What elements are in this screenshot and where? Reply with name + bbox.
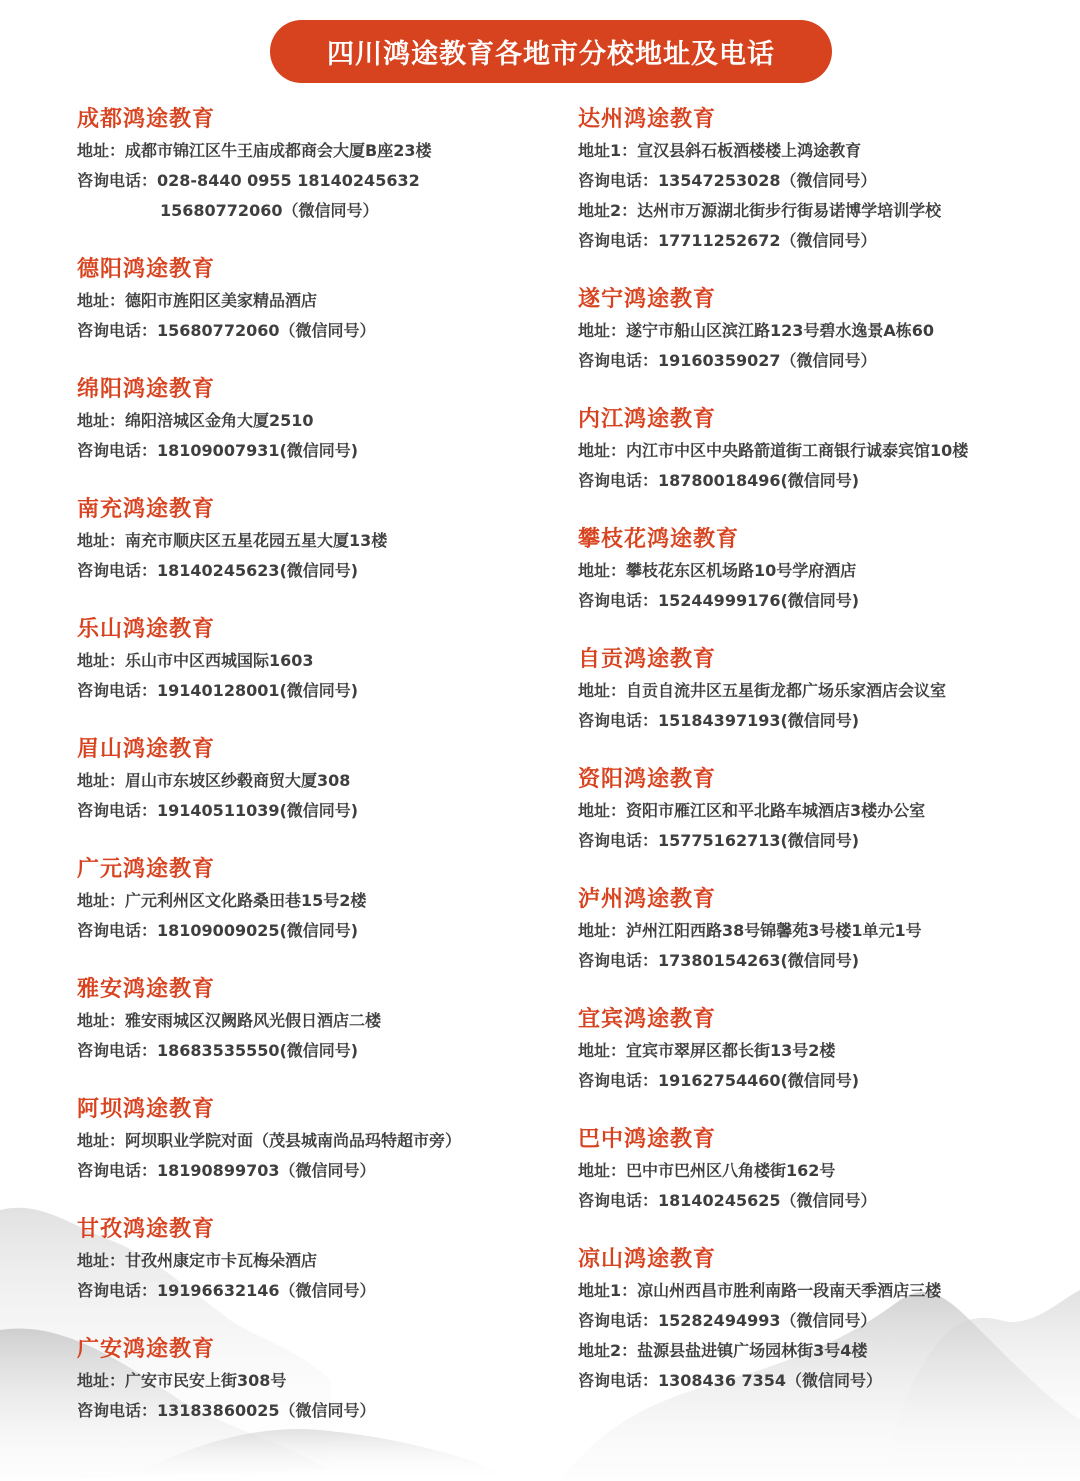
info-label: 咨询电话： xyxy=(578,1311,659,1330)
info-value: 18780018496(微信同号) xyxy=(658,471,860,490)
branch-card xyxy=(77,104,547,254)
info-label: 地址： xyxy=(77,291,126,310)
branch-name: 遂宁鸿途教育 xyxy=(578,287,717,312)
info-value: 广安市民安上街308号 xyxy=(125,1371,287,1390)
branch-info-line xyxy=(77,1126,547,1156)
branch-card xyxy=(578,1004,1068,1124)
info-label: 咨询电话： xyxy=(77,561,158,580)
branch-name: 绵阳鸿途教育 xyxy=(77,377,216,402)
info-value: 宣汉县斜石板酒楼楼上鸿途教育 xyxy=(637,141,862,160)
info-label: 咨询电话： xyxy=(77,171,158,190)
branch-info-line xyxy=(578,436,1068,466)
branch-card xyxy=(77,854,547,974)
branch-info-line xyxy=(578,346,1068,376)
branch-info-line xyxy=(77,436,547,466)
branch-info-line xyxy=(77,916,547,946)
branch-card xyxy=(77,614,547,734)
info-label: 地址： xyxy=(77,531,126,550)
branch-name: 广安鸿途教育 xyxy=(77,1337,216,1362)
info-value: 19162754460(微信同号) xyxy=(658,1071,860,1090)
info-label: 地址： xyxy=(77,1371,126,1390)
branch-name: 广元鸿途教育 xyxy=(77,857,216,882)
branch-info-line xyxy=(578,796,1068,826)
info-value: 广元利州区文化路桑田巷15号2楼 xyxy=(125,891,367,910)
branch-info-line xyxy=(578,676,1068,706)
info-label: 咨询电话： xyxy=(578,591,659,610)
branch-info-line xyxy=(77,1246,547,1276)
branch-card xyxy=(77,974,547,1094)
branch-info-line xyxy=(77,166,547,196)
info-label: 咨询电话： xyxy=(77,1281,158,1300)
page-title: 四川鸿途教育各地市分校地址及电话 xyxy=(270,20,832,83)
branch-info-line xyxy=(578,826,1068,856)
info-value: 028-8440 0955 18140245632 xyxy=(157,171,420,190)
info-value: 17380154263(微信同号) xyxy=(658,951,860,970)
branch-name: 南充鸿途教育 xyxy=(77,497,216,522)
branch-info-line xyxy=(77,676,547,706)
branch-name: 巴中鸿途教育 xyxy=(578,1127,717,1152)
branch-info-line xyxy=(578,466,1068,496)
info-value: 内江市中区中央路箭道街工商银行诚泰宾馆10楼 xyxy=(626,441,969,460)
branch-info-line xyxy=(578,316,1068,346)
info-label: 地址： xyxy=(77,1251,126,1270)
info-value: 17711252672（微信同号） xyxy=(658,231,877,250)
branch-card xyxy=(578,1244,1068,1424)
info-value: 绵阳涪城区金角大厦2510 xyxy=(125,411,314,430)
branch-card xyxy=(578,524,1068,644)
branch-name: 德阳鸿途教育 xyxy=(77,257,216,282)
branch-name: 宜宾鸿途教育 xyxy=(578,1007,717,1032)
info-value: 15282494993（微信同号） xyxy=(658,1311,877,1330)
info-label: 咨询电话： xyxy=(77,321,158,340)
info-value: 1308436 7354（微信同号） xyxy=(658,1371,883,1390)
branch-info-line xyxy=(578,1336,1068,1366)
branch-name: 阿坝鸿途教育 xyxy=(77,1097,216,1122)
info-label: 地址： xyxy=(578,441,627,460)
branch-info-line xyxy=(77,136,547,166)
info-value: 雅安雨城区汉阙路风光假日酒店二楼 xyxy=(125,1011,382,1030)
branch-name: 眉山鸿途教育 xyxy=(77,737,216,762)
branch-info-line xyxy=(77,1156,547,1186)
info-label: 地址： xyxy=(578,1161,627,1180)
branch-card xyxy=(77,734,547,854)
branch-card xyxy=(578,1124,1068,1244)
branch-info-line xyxy=(578,946,1068,976)
branch-info-line xyxy=(578,1306,1068,1336)
info-label: 地址2： xyxy=(578,1341,638,1360)
info-label: 咨询电话： xyxy=(578,831,659,850)
info-label: 咨询电话： xyxy=(578,1071,659,1090)
branch-name: 凉山鸿途教育 xyxy=(578,1247,717,1272)
info-label: 咨询电话： xyxy=(77,921,158,940)
info-value: 资阳市雁江区和平北路车城酒店3楼办公室 xyxy=(626,801,926,820)
branch-info-line xyxy=(578,556,1068,586)
info-label: 咨询电话： xyxy=(578,951,659,970)
info-label: 地址： xyxy=(578,1041,627,1060)
info-value: 自贡自流井区五星街龙都广场乐家酒店会议室 xyxy=(626,681,947,700)
info-value: 18109009025(微信同号) xyxy=(157,921,359,940)
branch-card xyxy=(578,404,1068,524)
branch-card xyxy=(77,254,547,374)
info-label: 地址： xyxy=(578,801,627,820)
branch-info-line xyxy=(578,166,1068,196)
branch-name: 自贡鸿途教育 xyxy=(578,647,717,672)
info-value: 19160359027（微信同号） xyxy=(658,351,877,370)
info-value: 15244999176(微信同号) xyxy=(658,591,860,610)
branch-name: 泸州鸿途教育 xyxy=(578,887,717,912)
info-label: 地址： xyxy=(77,1011,126,1030)
info-value: 18683535550(微信同号) xyxy=(157,1041,359,1060)
info-value: 15680772060（微信同号） xyxy=(160,201,379,220)
branch-info-line xyxy=(578,1366,1068,1396)
branch-name: 乐山鸿途教育 xyxy=(77,617,216,642)
branch-info-line xyxy=(578,1066,1068,1096)
info-value: 13183860025（微信同号） xyxy=(157,1401,376,1420)
branch-info-line xyxy=(77,646,547,676)
info-label: 地址： xyxy=(578,321,627,340)
branch-card xyxy=(77,1214,547,1334)
branch-name: 内江鸿途教育 xyxy=(578,407,717,432)
info-value: 19140128001(微信同号) xyxy=(157,681,359,700)
info-label: 地址： xyxy=(578,561,627,580)
info-label: 咨询电话： xyxy=(578,1371,659,1390)
branch-card xyxy=(578,884,1068,1004)
info-value: 泸州江阳西路38号锦馨苑3号楼1单元1号 xyxy=(626,921,922,940)
branch-name: 甘孜鸿途教育 xyxy=(77,1217,216,1242)
info-value: 德阳市旌阳区美家精品酒店 xyxy=(125,291,318,310)
info-label: 地址1： xyxy=(578,1281,638,1300)
branch-card xyxy=(578,764,1068,884)
info-value: 15680772060（微信同号） xyxy=(157,321,376,340)
info-value: 盐源县盐进镇广场园林街3号4楼 xyxy=(637,1341,868,1360)
info-label: 地址2： xyxy=(578,201,638,220)
branch-info-line xyxy=(77,316,547,346)
branch-info-line xyxy=(578,916,1068,946)
branch-info-line xyxy=(77,886,547,916)
branch-card xyxy=(578,104,1068,284)
info-label: 地址： xyxy=(77,651,126,670)
branch-info-line xyxy=(77,1366,547,1396)
branch-info-line xyxy=(77,1006,547,1036)
right-branch-column xyxy=(578,104,1068,1424)
branch-name: 成都鸿途教育 xyxy=(77,107,216,132)
info-label: 地址： xyxy=(578,921,627,940)
branch-card xyxy=(578,644,1068,764)
info-label: 咨询电话： xyxy=(578,351,659,370)
info-label: 咨询电话： xyxy=(77,681,158,700)
left-branch-column xyxy=(77,104,547,1454)
info-value: 巴中市巴州区八角楼街162号 xyxy=(626,1161,836,1180)
info-label: 咨询电话： xyxy=(578,171,659,190)
info-value: 南充市顺庆区五星花园五星大厦13楼 xyxy=(125,531,388,550)
info-label: 地址： xyxy=(77,1131,126,1150)
branch-info-line xyxy=(578,1156,1068,1186)
info-label: 咨询电话： xyxy=(578,231,659,250)
branch-info-line xyxy=(578,586,1068,616)
branch-name: 达州鸿途教育 xyxy=(578,107,717,132)
info-value: 19140511039(微信同号) xyxy=(157,801,359,820)
info-value: 18109007931(微信同号) xyxy=(157,441,359,460)
branch-info-line xyxy=(77,286,547,316)
branch-card xyxy=(77,1094,547,1214)
info-value: 13547253028（微信同号） xyxy=(658,171,877,190)
info-label: 咨询电话： xyxy=(578,1191,659,1210)
info-value: 攀枝花东区机场路10号学府酒店 xyxy=(626,561,857,580)
info-label: 咨询电话： xyxy=(578,471,659,490)
info-label: 地址： xyxy=(77,411,126,430)
branch-info-line xyxy=(77,196,547,226)
info-value: 达州市万源湖北街步行街易诺博学培训学校 xyxy=(637,201,942,220)
branch-info-line xyxy=(77,406,547,436)
branch-info-line xyxy=(77,1396,547,1426)
info-value: 宜宾市翠屏区都长街13号2楼 xyxy=(626,1041,836,1060)
info-label: 地址： xyxy=(77,891,126,910)
info-value: 18190899703（微信同号） xyxy=(157,1161,376,1180)
info-value: 18140245625（微信同号） xyxy=(658,1191,877,1210)
branch-info-line xyxy=(578,1036,1068,1066)
branch-info-line xyxy=(77,1036,547,1066)
branch-card xyxy=(77,1334,547,1454)
branch-info-line xyxy=(578,136,1068,166)
info-value: 成都市锦江区牛王庙成都商会大厦B座23楼 xyxy=(125,141,432,160)
branch-info-line xyxy=(77,766,547,796)
info-label: 咨询电话： xyxy=(77,1401,158,1420)
branch-info-line xyxy=(578,1276,1068,1306)
info-label: 咨询电话： xyxy=(77,801,158,820)
info-value: 15775162713(微信同号) xyxy=(658,831,860,850)
branch-info-line xyxy=(578,226,1068,256)
info-value: 遂宁市船山区滨江路123号碧水逸景A栋60 xyxy=(626,321,935,340)
branch-info-line xyxy=(77,1276,547,1306)
info-label: 地址： xyxy=(77,771,126,790)
info-value: 甘孜州康定市卡瓦梅朵酒店 xyxy=(125,1251,318,1270)
branch-card xyxy=(77,374,547,494)
info-label: 咨询电话： xyxy=(77,441,158,460)
info-value: 18140245623(微信同号) xyxy=(157,561,359,580)
info-label: 地址： xyxy=(77,141,126,160)
branch-name: 资阳鸿途教育 xyxy=(578,767,717,792)
branch-info-line xyxy=(578,1186,1068,1216)
branch-info-line xyxy=(77,556,547,586)
branch-info-line xyxy=(578,706,1068,736)
info-value: 凉山州西昌市胜利南路一段南天季酒店三楼 xyxy=(637,1281,942,1300)
info-label: 地址： xyxy=(578,681,627,700)
info-value: 眉山市东坡区纱毂商贸大厦308 xyxy=(125,771,351,790)
info-value: 15184397193(微信同号) xyxy=(658,711,860,730)
info-value: 19196632146（微信同号） xyxy=(157,1281,376,1300)
info-label: 咨询电话： xyxy=(578,711,659,730)
branch-card xyxy=(77,494,547,614)
branch-name: 雅安鸿途教育 xyxy=(77,977,216,1002)
info-label: 咨询电话： xyxy=(77,1161,158,1180)
info-label: 咨询电话： xyxy=(77,1041,158,1060)
info-label: 地址1： xyxy=(578,141,638,160)
branch-card xyxy=(578,284,1068,404)
info-value: 乐山市中区西城国际1603 xyxy=(125,651,314,670)
info-value: 阿坝职业学院对面（茂县城南尚品玛特超市旁） xyxy=(125,1131,462,1150)
branch-name: 攀枝花鸿途教育 xyxy=(578,527,740,552)
branch-info-line xyxy=(77,526,547,556)
branch-info-line xyxy=(77,796,547,826)
branch-info-line xyxy=(578,196,1068,226)
